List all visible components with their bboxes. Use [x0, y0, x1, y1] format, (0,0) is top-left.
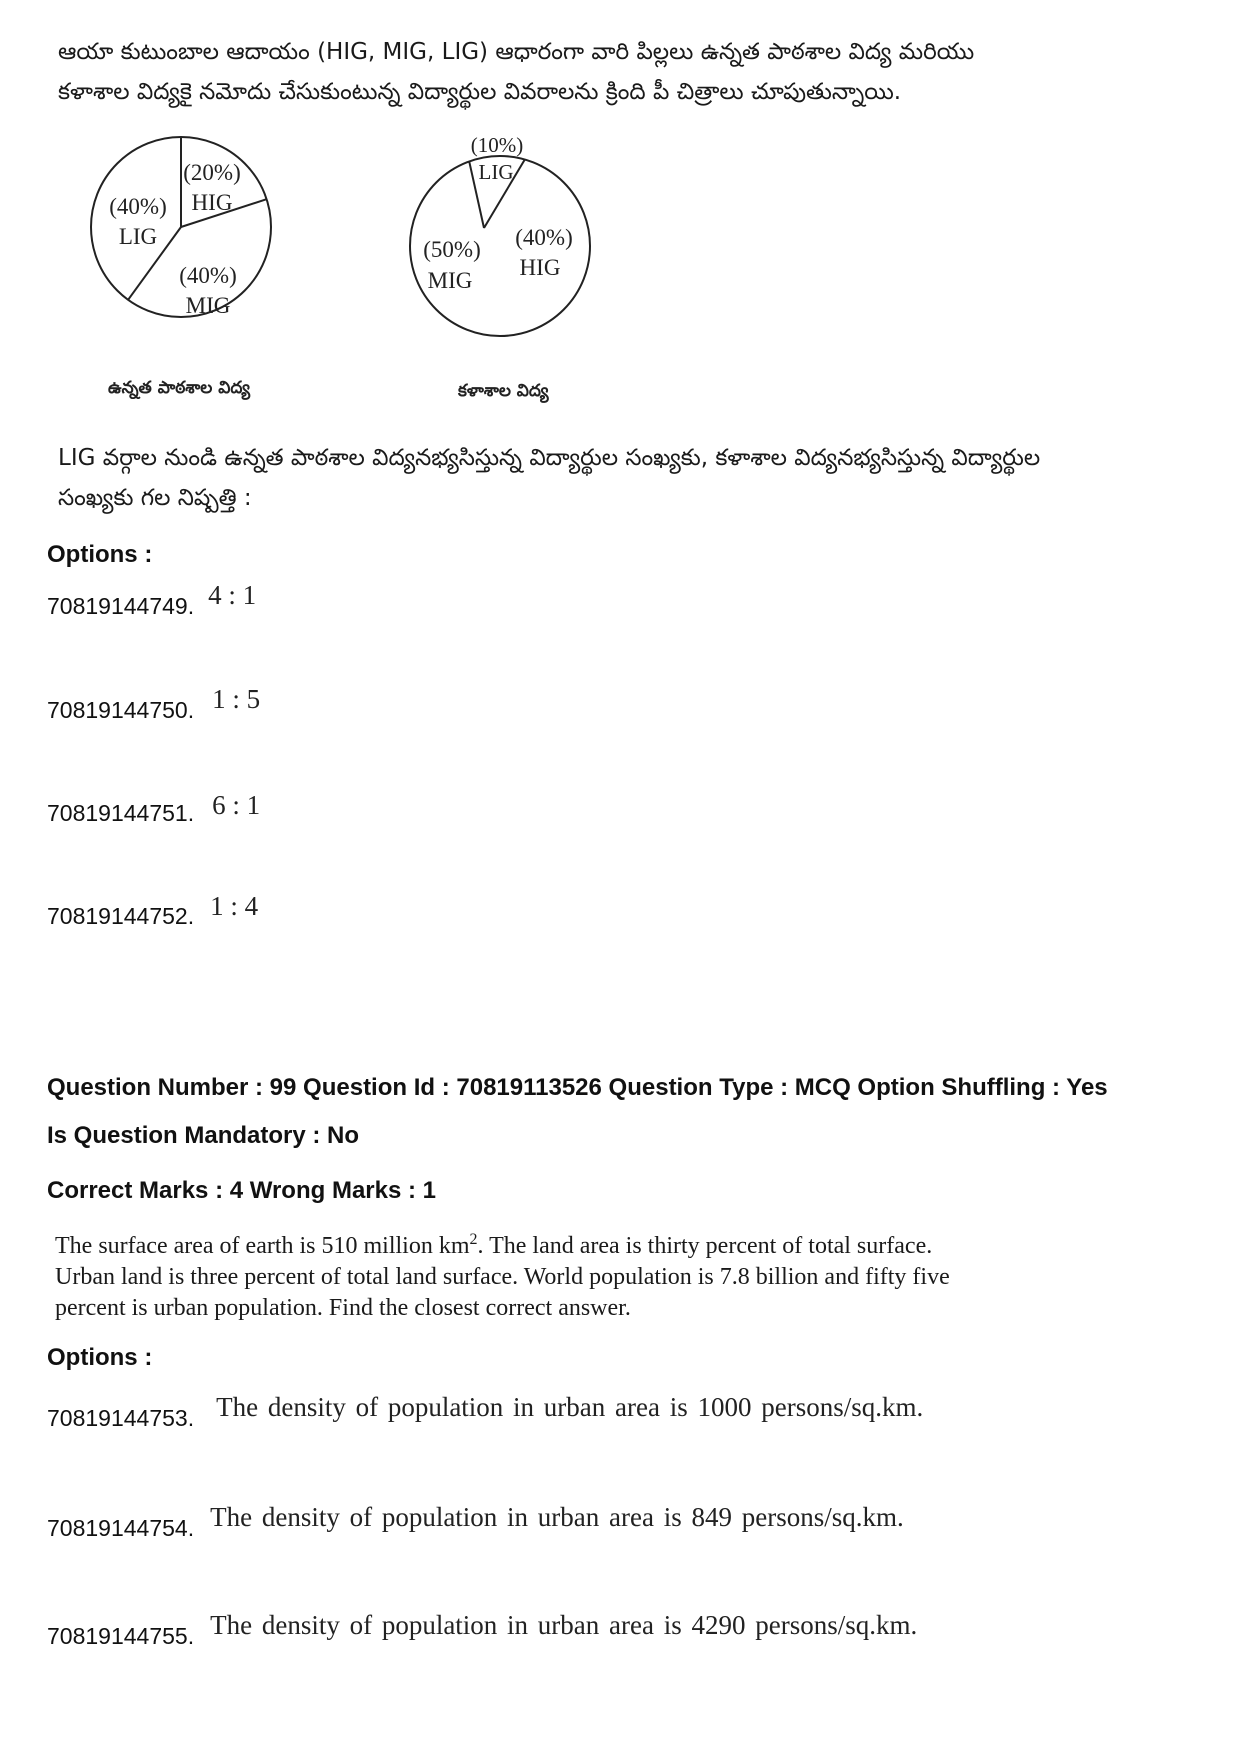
option-text: 4 : 1 — [208, 580, 257, 610]
option-text: 6 : 1 — [212, 790, 261, 820]
options-label: Options : — [47, 541, 153, 568]
option-text: The density of population in urban area is 849 persons/sq.km. — [210, 1502, 904, 1532]
question-intro — [58, 32, 1178, 112]
pie-chart-high-school — [80, 128, 290, 398]
pie-label-pct: (40%) — [109, 194, 167, 219]
pie-chart-college — [400, 128, 610, 378]
pie-label-pct: (40%) — [515, 225, 573, 250]
pie-label-name: HIG — [519, 255, 561, 280]
paragraph-text: . The land area is thirty percent of total surface. — [477, 1233, 933, 1259]
option-row[interactable] — [47, 684, 261, 725]
question-marks: Correct Marks : 4 Wrong Marks : 1 — [47, 1177, 437, 1204]
intro-line-1: ఆయా కుటుంబాల ఆదాయం (HIG, MIG, LIG) ఆధారంగా వారి పిల్లలు ఉన్నత పాఠశాల విద్య మరియు — [58, 39, 975, 65]
question-line-1: LIG వర్గాల నుండి ఉన్నత పాఠశాల విద్యనభ్యసిస్తున్న విద్యార్థుల సంఖ్యకు, కళాశాల విద్యనభ్యసిస్తున్న విద్యార్థుల — [58, 445, 1041, 471]
option-id: 70819144750. — [47, 697, 195, 723]
question-paragraph — [55, 1224, 950, 1324]
paragraph-text: The surface area of earth is 510 million km — [55, 1233, 470, 1259]
pie-title: ఉన్నత పాఠశాల విద్య — [108, 378, 251, 398]
paragraph-line-3: percent is urban population. Find the closest correct answer. — [55, 1295, 631, 1321]
option-row[interactable] — [47, 580, 257, 621]
paragraph-line-2: Urban land is three percent of total land surface. World population is 7.8 billion and fifty five — [55, 1264, 950, 1290]
pie-label-pct: (20%) — [183, 160, 241, 185]
pie-label-name: MIG — [185, 293, 231, 318]
pie-label-name: HIG — [191, 190, 233, 215]
option-id: 70819144753. — [47, 1405, 195, 1431]
question-mandatory: Is Question Mandatory : No — [47, 1122, 360, 1149]
option-id: 70819144755. — [47, 1623, 195, 1649]
question-line-2: సంఖ్యకు గల నిష్పత్తి : — [58, 485, 252, 511]
pie-label-pct: (40%) — [179, 263, 237, 288]
options-label: Options : — [47, 1344, 153, 1371]
pie-label-name: LIG — [118, 224, 158, 249]
option-row[interactable] — [47, 1502, 904, 1543]
pie-label-name: MIG — [427, 268, 473, 293]
option-row[interactable] — [47, 790, 261, 828]
intro-line-2: కళాశాల విద్యకై నమోదు చేసుకుంటున్న విద్యార్థుల వివరాలను క్రింది పీ చిత్రాలు చూపుతున్నాయి. — [58, 79, 902, 105]
paragraph-line-1 — [55, 1224, 950, 1262]
option-row[interactable] — [47, 891, 259, 931]
option-text: The density of population in urban area is 1000 persons/sq.km. — [216, 1392, 924, 1422]
pie-label-name: LIG — [478, 160, 514, 184]
option-id: 70819144749. — [47, 593, 195, 619]
option-row[interactable] — [47, 1610, 918, 1651]
option-text: 1 : 5 — [212, 684, 261, 714]
option-text: The density of population in urban area is 4290 persons/sq.km. — [210, 1610, 918, 1640]
pie-title: కళాశాల విద్య — [458, 381, 549, 401]
option-id: 70819144752. — [47, 903, 195, 929]
question-header: Question Number : 99 Question Id : 70819113526 Question Type : MCQ Option Shuffling : Yes — [47, 1074, 1108, 1101]
pie-label-pct: (50%) — [423, 237, 481, 262]
option-row[interactable] — [47, 1392, 924, 1433]
pie-label-pct: (10%) — [470, 133, 524, 157]
superscript: 2 — [469, 1231, 478, 1248]
question-text — [58, 438, 1178, 518]
option-id: 70819144754. — [47, 1515, 195, 1541]
option-id: 70819144751. — [47, 800, 195, 826]
option-text: 1 : 4 — [210, 891, 259, 921]
